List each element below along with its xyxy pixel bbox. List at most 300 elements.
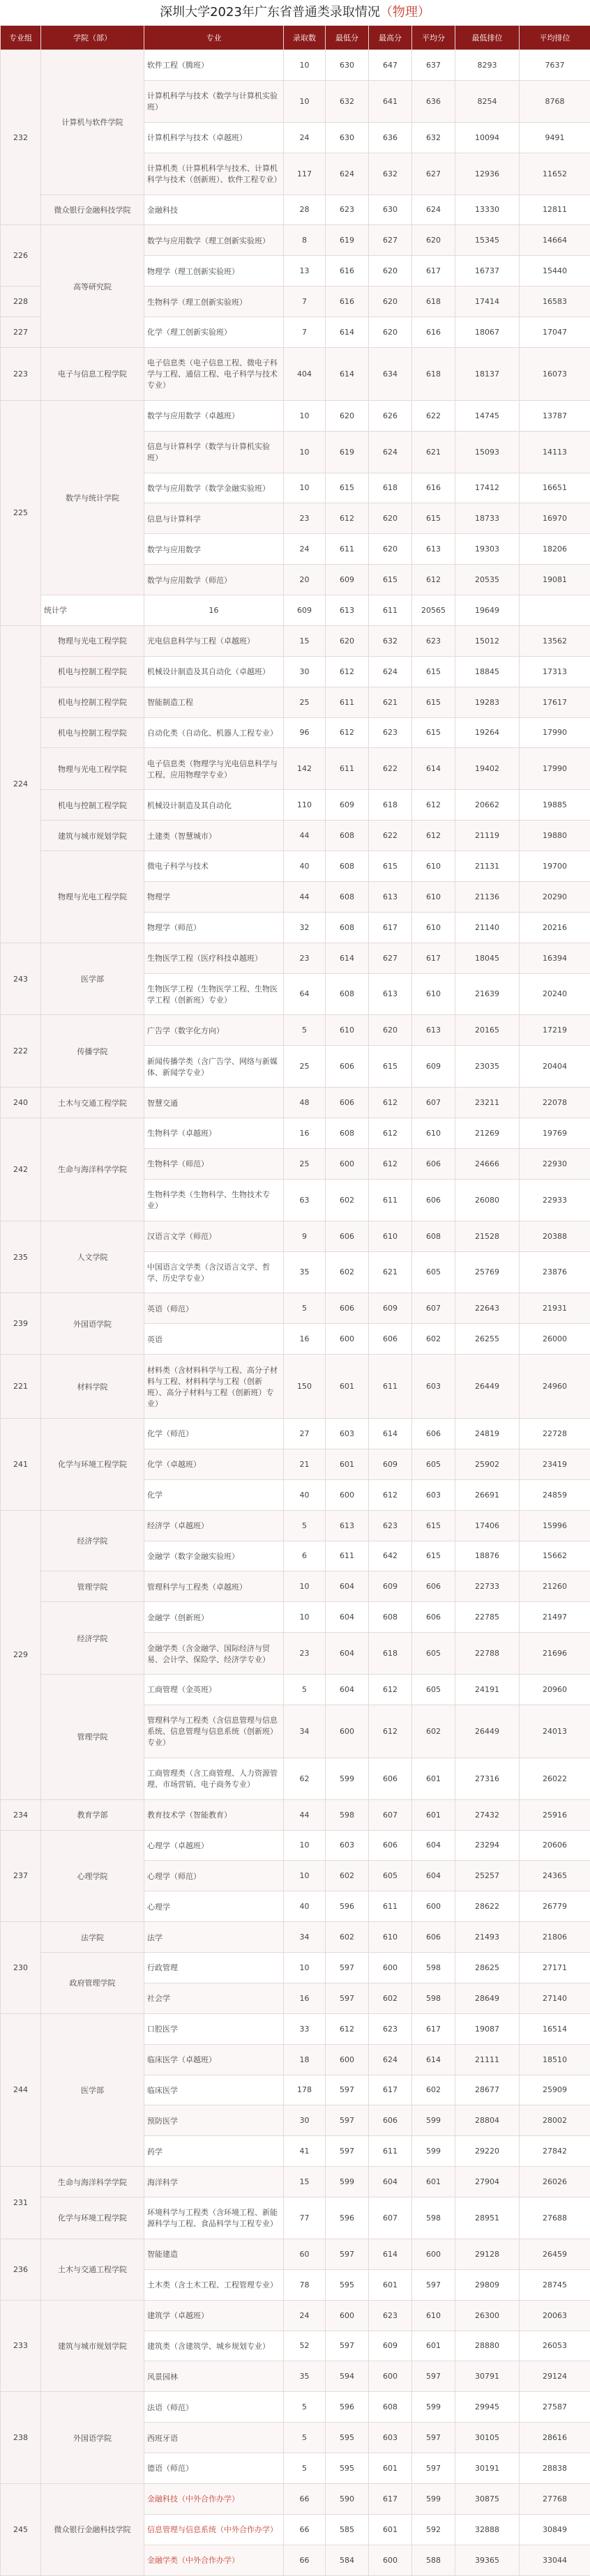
table-row: [1, 1015, 590, 1046]
min-score-cell: 603: [326, 1419, 369, 1449]
group-code-cell: 233: [1, 2300, 41, 2392]
major-cell: 生物科学（师范）: [144, 1148, 284, 1179]
max-score-cell: 620: [369, 1015, 412, 1046]
major-cell: 经济学（卓越班）: [144, 1510, 284, 1541]
group-code-cell: 234: [1, 1799, 41, 1830]
max-score-cell: 607: [369, 2197, 412, 2239]
min-rank-cell: 25902: [455, 1449, 520, 1479]
max-score-cell: 615: [369, 1046, 412, 1088]
min-rank-cell: 17414: [455, 287, 520, 317]
school-cell: 生命与海洋科学学院: [41, 1118, 144, 1221]
school-cell: 心理学院: [41, 1830, 144, 1922]
major-cell: 材料类（含材料科学与工程、高分子材料与工程、材料科学与工程（创新班）、高分子材料与工程（创新班）专业）: [144, 1355, 284, 1419]
major-cell: 口腔医学: [144, 2013, 284, 2044]
min-rank-cell: 17412: [455, 473, 520, 503]
major-cell: 机械设计制造及其自动化: [144, 790, 284, 821]
count-cell: 23: [284, 503, 326, 534]
major-cell: 心理学（师范）: [144, 1861, 284, 1891]
count-cell: 16: [144, 595, 284, 626]
title-highlight: （物理）: [379, 5, 430, 20]
min-rank-cell: 30105: [455, 2423, 520, 2453]
min-rank-cell: 29809: [455, 2269, 520, 2300]
major-cell: 信息管理与信息系统（中外合作办学）: [144, 2514, 284, 2545]
max-score-cell: 627: [369, 943, 412, 973]
avg-rank-cell: 15440: [520, 256, 590, 287]
min-score-cell: 600: [326, 1148, 369, 1179]
major-cell: 信息与计算科学（数学与计算机实验班）: [144, 431, 284, 473]
avg-score-cell: 610: [412, 881, 455, 912]
min-score-cell: 597: [326, 2075, 369, 2105]
major-cell: 中国语言文学类（含汉语言文学、哲学、历史学专业）: [144, 1251, 284, 1293]
table-row: [1, 656, 590, 687]
avg-rank-cell: 20063: [520, 2300, 590, 2331]
school-cell: 电子与信息工程学院: [41, 347, 144, 400]
min-score-cell: 597: [326, 1983, 369, 2013]
min-rank-cell: 21639: [455, 973, 520, 1015]
max-score-cell: 623: [369, 717, 412, 748]
max-score-cell: 607: [369, 1799, 412, 1830]
min-score-cell: 600: [326, 1479, 369, 1510]
major-cell: 信息与计算科学: [144, 503, 284, 534]
school-cell: 材料学院: [41, 1355, 144, 1419]
max-score-cell: 615: [369, 851, 412, 882]
max-score-cell: 601: [369, 2269, 412, 2300]
school-cell: 医学部: [41, 943, 144, 1015]
avg-rank-cell: 28838: [520, 2453, 590, 2484]
major-cell: 智能建造: [144, 2239, 284, 2269]
count-cell: 9: [284, 1221, 326, 1251]
avg-rank-cell: 21260: [520, 1571, 590, 1602]
max-score-cell: 618: [369, 1633, 412, 1675]
avg-score-cell: 606: [412, 1602, 455, 1633]
min-rank-cell: 13330: [455, 195, 520, 225]
max-score-cell: 623: [369, 1510, 412, 1541]
min-score-cell: 598: [326, 1799, 369, 1830]
min-rank-cell: 23211: [455, 1088, 520, 1118]
avg-rank-cell: 20240: [520, 973, 590, 1015]
min-rank-cell: 26449: [455, 1355, 520, 1419]
max-score-cell: 610: [369, 1221, 412, 1251]
avg-score-cell: 599: [412, 2483, 455, 2514]
min-rank-cell: 12936: [455, 153, 520, 195]
avg-rank-cell: 27688: [520, 2197, 590, 2239]
min-rank-cell: 26691: [455, 1479, 520, 1510]
title-text: 深圳大学2023年广东省普通类录取情况: [160, 5, 380, 20]
max-score-cell: 611: [369, 1355, 412, 1419]
min-score-cell: 602: [326, 1861, 369, 1891]
max-score-cell: 620: [369, 287, 412, 317]
avg-rank-cell: 26053: [520, 2331, 590, 2361]
min-rank-cell: 27904: [455, 2167, 520, 2197]
school-cell: 人文学院: [41, 1221, 144, 1293]
count-cell: 117: [284, 153, 326, 195]
avg-rank-cell: 22078: [520, 1088, 590, 1118]
school-cell: 医学部: [41, 2013, 144, 2166]
min-rank-cell: 32888: [455, 2514, 520, 2545]
max-score-cell: 641: [369, 80, 412, 122]
avg-score-cell: 600: [412, 1891, 455, 1922]
avg-score-cell: 614: [412, 748, 455, 790]
count-cell: 78: [284, 2269, 326, 2300]
count-cell: 7: [284, 317, 326, 348]
avg-score-cell: 601: [412, 1799, 455, 1830]
avg-rank-cell: 26026: [520, 2167, 590, 2197]
avg-score-cell: 606: [412, 1571, 455, 1602]
avg-score-cell: 597: [412, 2453, 455, 2484]
major-cell: 统计学: [41, 595, 144, 626]
avg-score-cell: 623: [412, 625, 455, 656]
table-row: [1, 50, 590, 81]
avg-score-cell: 601: [412, 2167, 455, 2197]
min-score-cell: 596: [326, 2392, 369, 2423]
table-row: [1, 1118, 590, 1149]
count-cell: 5: [284, 2392, 326, 2423]
avg-rank-cell: 25916: [520, 1799, 590, 1830]
avg-score-cell: 616: [412, 317, 455, 348]
avg-rank-cell: 27842: [520, 2136, 590, 2167]
table-row: [1, 1355, 590, 1419]
avg-score-cell: 620: [412, 225, 455, 256]
count-cell: 24: [284, 2300, 326, 2331]
avg-score-cell: 607: [412, 1088, 455, 1118]
major-cell: 行政管理: [144, 1953, 284, 1983]
min-score-cell: 619: [326, 431, 369, 473]
avg-score-cell: 617: [412, 2013, 455, 2044]
major-cell: 心理学: [144, 1891, 284, 1922]
min-score-cell: 597: [326, 2136, 369, 2167]
max-score-cell: 622: [369, 821, 412, 851]
min-rank-cell: 28951: [455, 2197, 520, 2239]
min-rank-cell: 18067: [455, 317, 520, 348]
avg-rank-cell: 17313: [520, 656, 590, 687]
count-cell: 41: [284, 2136, 326, 2167]
count-cell: 25: [284, 687, 326, 717]
header-count: 录取数: [284, 26, 326, 50]
max-score-cell: 605: [369, 1861, 412, 1891]
major-cell: 管理科学与工程类（卓越班）: [144, 1571, 284, 1602]
min-rank-cell: 21136: [455, 881, 520, 912]
count-cell: 96: [284, 717, 326, 748]
avg-rank-cell: 20216: [520, 912, 590, 943]
min-score-cell: 632: [326, 80, 369, 122]
count-cell: 66: [284, 2514, 326, 2545]
avg-score-cell: 617: [412, 943, 455, 973]
min-rank-cell: 8293: [455, 50, 520, 81]
min-score-cell: 597: [326, 2331, 369, 2361]
major-cell: 英语: [144, 1324, 284, 1355]
avg-score-cell: 612: [412, 790, 455, 821]
group-code-cell: 223: [1, 347, 41, 400]
min-rank-cell: 27432: [455, 1799, 520, 1830]
min-rank-cell: 24666: [455, 1148, 520, 1179]
table-row: [1, 2197, 590, 2239]
avg-rank-cell: 7637: [520, 50, 590, 81]
min-score-cell: 600: [326, 2044, 369, 2075]
major-cell: 建筑学（卓越班）: [144, 2300, 284, 2331]
major-cell: 电子信息类（物理学与光电信息科学与工程、应用物理学专业）: [144, 748, 284, 790]
group-code-cell: 225: [1, 400, 41, 625]
count-cell: 23: [284, 1633, 326, 1675]
min-score-cell: 602: [326, 1251, 369, 1293]
group-code-cell: 232: [1, 50, 41, 225]
min-score-cell: 602: [326, 1922, 369, 1953]
avg-score-cell: 600: [412, 2239, 455, 2269]
school-cell: 化学与环境工程学院: [41, 2197, 144, 2239]
min-score-cell: 613: [326, 1510, 369, 1541]
count-cell: 8: [284, 225, 326, 256]
avg-score-cell: 616: [412, 473, 455, 503]
min-rank-cell: 18876: [455, 1541, 520, 1571]
major-cell: 智慧交通: [144, 1088, 284, 1118]
avg-score-cell: 610: [412, 2300, 455, 2331]
min-rank-cell: 10094: [455, 122, 520, 153]
avg-score-cell: 617: [412, 256, 455, 287]
max-score-cell: 611: [369, 2136, 412, 2167]
table-row: [1, 225, 590, 256]
min-rank-cell: 19264: [455, 717, 520, 748]
table-row: [1, 1922, 590, 1953]
avg-score-cell: 602: [412, 2075, 455, 2105]
max-score-cell: 610: [369, 1922, 412, 1953]
group-code-cell: 238: [1, 2392, 41, 2484]
min-rank-cell: 21111: [455, 2044, 520, 2075]
group-code-cell: 229: [1, 1510, 41, 1799]
avg-score-cell: 615: [412, 1510, 455, 1541]
max-score-cell: 606: [369, 1324, 412, 1355]
min-rank-cell: 21140: [455, 912, 520, 943]
avg-score-cell: 598: [412, 2197, 455, 2239]
min-score-cell: 606: [326, 1046, 369, 1088]
min-rank-cell: 26449: [455, 1705, 520, 1758]
avg-score-cell: 610: [412, 912, 455, 943]
max-score-cell: 601: [369, 2453, 412, 2484]
header-group: 专业组: [1, 26, 41, 50]
min-score-cell: 595: [326, 2423, 369, 2453]
avg-score-cell: 603: [412, 1355, 455, 1419]
avg-score-cell: 613: [412, 1015, 455, 1046]
group-code-cell: 236: [1, 2239, 41, 2300]
major-cell: 新闻传播学类（含广告学、网络与新媒体、新闻学专业）: [144, 1046, 284, 1088]
count-cell: 21: [284, 1449, 326, 1479]
avg-score-cell: 610: [412, 973, 455, 1015]
max-score-cell: 614: [369, 2239, 412, 2269]
avg-rank-cell: 26000: [520, 1324, 590, 1355]
max-score-cell: 613: [326, 595, 369, 626]
count-cell: 15: [284, 2167, 326, 2197]
major-cell: 社会学: [144, 1983, 284, 2013]
max-score-cell: 618: [369, 473, 412, 503]
avg-rank-cell: 18510: [520, 2044, 590, 2075]
school-cell: 土木与交通工程学院: [41, 2239, 144, 2300]
major-cell: 建筑类（含建筑学、城乡规划专业）: [144, 2331, 284, 2361]
min-score-cell: 616: [326, 256, 369, 287]
min-rank-cell: 28677: [455, 2075, 520, 2105]
count-cell: 34: [284, 1922, 326, 1953]
avg-score-cell: 636: [412, 80, 455, 122]
major-cell: 广告学（数字化方向）: [144, 1015, 284, 1046]
max-score-cell: 622: [369, 748, 412, 790]
min-score-cell: 606: [326, 1293, 369, 1324]
min-rank-cell: 28622: [455, 1891, 520, 1922]
table-row: [1, 687, 590, 717]
count-cell: 44: [284, 881, 326, 912]
count-cell: 40: [284, 851, 326, 882]
avg-rank-cell: 20290: [520, 881, 590, 912]
avg-rank-cell: 22933: [520, 1179, 590, 1221]
max-score-cell: 621: [369, 687, 412, 717]
avg-score-cell: 608: [412, 1221, 455, 1251]
avg-rank-cell: 16651: [520, 473, 590, 503]
min-rank-cell: 19087: [455, 2013, 520, 2044]
avg-rank-cell: 19885: [520, 790, 590, 821]
max-score-cell: 606: [369, 1758, 412, 1799]
min-score-cell: 600: [326, 2300, 369, 2331]
avg-score-cell: 607: [412, 1293, 455, 1324]
avg-rank-cell: 18206: [520, 534, 590, 565]
max-score-cell: 623: [369, 2013, 412, 2044]
avg-rank-cell: 19081: [520, 565, 590, 595]
table-row: [1, 400, 590, 431]
count-cell: 48: [284, 1088, 326, 1118]
avg-rank-cell: 21931: [520, 1293, 590, 1324]
min-score-cell: 608: [326, 851, 369, 882]
min-score-cell: 608: [326, 821, 369, 851]
major-cell: 临床医学（卓越班）: [144, 2044, 284, 2075]
count-cell: 10: [284, 431, 326, 473]
avg-rank-cell: 13787: [520, 400, 590, 431]
avg-score-cell: 624: [412, 195, 455, 225]
count-cell: 10: [284, 1602, 326, 1633]
school-cell: 经济学院: [41, 1510, 144, 1571]
major-cell: 海洋科学: [144, 2167, 284, 2197]
avg-rank-cell: 20388: [520, 1221, 590, 1251]
max-score-cell: 609: [369, 2331, 412, 2361]
major-cell: 数学与应用数学（理工创新实验班）: [144, 225, 284, 256]
avg-rank-cell: 13562: [520, 625, 590, 656]
school-cell: 外国语学院: [41, 2392, 144, 2484]
min-score-cell: 611: [326, 1541, 369, 1571]
avg-score-cell: 597: [412, 2269, 455, 2300]
count-cell: 23: [284, 943, 326, 973]
avg-score-cell: 622: [412, 400, 455, 431]
max-score-cell: 614: [369, 1419, 412, 1449]
major-cell: 预防医学: [144, 2105, 284, 2136]
min-score-cell: 609: [326, 565, 369, 595]
major-cell: 德语（师范）: [144, 2453, 284, 2484]
count-cell: 16: [284, 1983, 326, 2013]
max-score-cell: 647: [369, 50, 412, 81]
avg-rank-cell: 16514: [520, 2013, 590, 2044]
min-score-cell: 620: [326, 400, 369, 431]
min-score-cell: 619: [326, 225, 369, 256]
table-row: [1, 2392, 590, 2423]
min-rank-cell: 21131: [455, 851, 520, 882]
min-score-cell: 614: [326, 317, 369, 348]
min-score-cell: 608: [326, 881, 369, 912]
avg-rank-cell: 30849: [520, 2514, 590, 2545]
avg-rank-cell: 12811: [520, 195, 590, 225]
avg-score-cell: 606: [412, 1922, 455, 1953]
school-cell: 机电与控制工程学院: [41, 790, 144, 821]
min-score-cell: 599: [326, 2167, 369, 2197]
major-cell: 法语（师范）: [144, 2392, 284, 2423]
min-rank-cell: 20662: [455, 790, 520, 821]
max-score-cell: 615: [369, 565, 412, 595]
avg-score-cell: 618: [412, 347, 455, 400]
min-score-cell: 609: [326, 790, 369, 821]
school-cell: 微众银行金融科技学院: [41, 195, 144, 225]
page-title: [0, 0, 590, 25]
group-code-cell: 245: [1, 2483, 41, 2575]
group-code-cell: 221: [1, 1355, 41, 1419]
min-rank-cell: 15012: [455, 625, 520, 656]
min-rank-cell: 21528: [455, 1221, 520, 1251]
avg-score-cell: 613: [412, 534, 455, 565]
avg-rank-cell: 26779: [520, 1891, 590, 1922]
count-cell: 25: [284, 1046, 326, 1088]
count-cell: 20: [284, 565, 326, 595]
school-cell: 机电与控制工程学院: [41, 717, 144, 748]
avg-rank-cell: 16970: [520, 503, 590, 534]
school-cell: 法学院: [41, 1922, 144, 1953]
min-score-cell: 612: [326, 503, 369, 534]
count-cell: 60: [284, 2239, 326, 2269]
avg-score-cell: 599: [412, 2105, 455, 2136]
table-row: [1, 748, 590, 790]
avg-score-cell: 592: [412, 2514, 455, 2545]
group-code-cell: 227: [1, 317, 41, 348]
avg-rank-cell: 28616: [520, 2423, 590, 2453]
school-cell: 机电与控制工程学院: [41, 656, 144, 687]
major-cell: 环境科学与工程类（含环境工程、新能源科学与工程、食品科学与工程专业）: [144, 2197, 284, 2239]
max-score-cell: 621: [369, 1251, 412, 1293]
avg-rank-cell: 26022: [520, 1758, 590, 1799]
max-score-cell: 611: [369, 1179, 412, 1221]
avg-rank-cell: 23419: [520, 1449, 590, 1479]
avg-rank-cell: 28002: [520, 2105, 590, 2136]
avg-rank-cell: 17990: [520, 748, 590, 790]
count-cell: 142: [284, 748, 326, 790]
min-rank-cell: 30875: [455, 2483, 520, 2514]
min-score-cell: 596: [326, 2197, 369, 2239]
avg-score-cell: 598: [412, 1983, 455, 2013]
max-score-cell: 604: [369, 2167, 412, 2197]
min-rank-cell: 26300: [455, 2300, 520, 2331]
table-row: [1, 1799, 590, 1830]
count-cell: 64: [284, 973, 326, 1015]
min-score-cell: 606: [326, 1221, 369, 1251]
max-score-cell: 606: [369, 2105, 412, 2136]
max-score-cell: 612: [369, 1148, 412, 1179]
min-score-cell: 604: [326, 1571, 369, 1602]
min-score-cell: 615: [326, 473, 369, 503]
count-cell: 150: [284, 1355, 326, 1419]
count-cell: 16: [284, 1118, 326, 1149]
avg-rank-cell: 29124: [520, 2361, 590, 2392]
avg-rank-cell: 33044: [520, 2545, 590, 2575]
major-cell: 物理学（师范）: [144, 912, 284, 943]
avg-score-cell: 621: [412, 431, 455, 473]
avg-score-cell: 627: [412, 153, 455, 195]
max-score-cell: 609: [369, 1449, 412, 1479]
avg-rank-cell: 21696: [520, 1633, 590, 1675]
avg-score-cell: 615: [412, 656, 455, 687]
avg-score-cell: 599: [412, 2392, 455, 2423]
max-score-cell: 613: [369, 881, 412, 912]
min-rank-cell: 25769: [455, 1251, 520, 1293]
avg-score-cell: 610: [412, 851, 455, 882]
group-code-cell: 228: [1, 287, 41, 317]
